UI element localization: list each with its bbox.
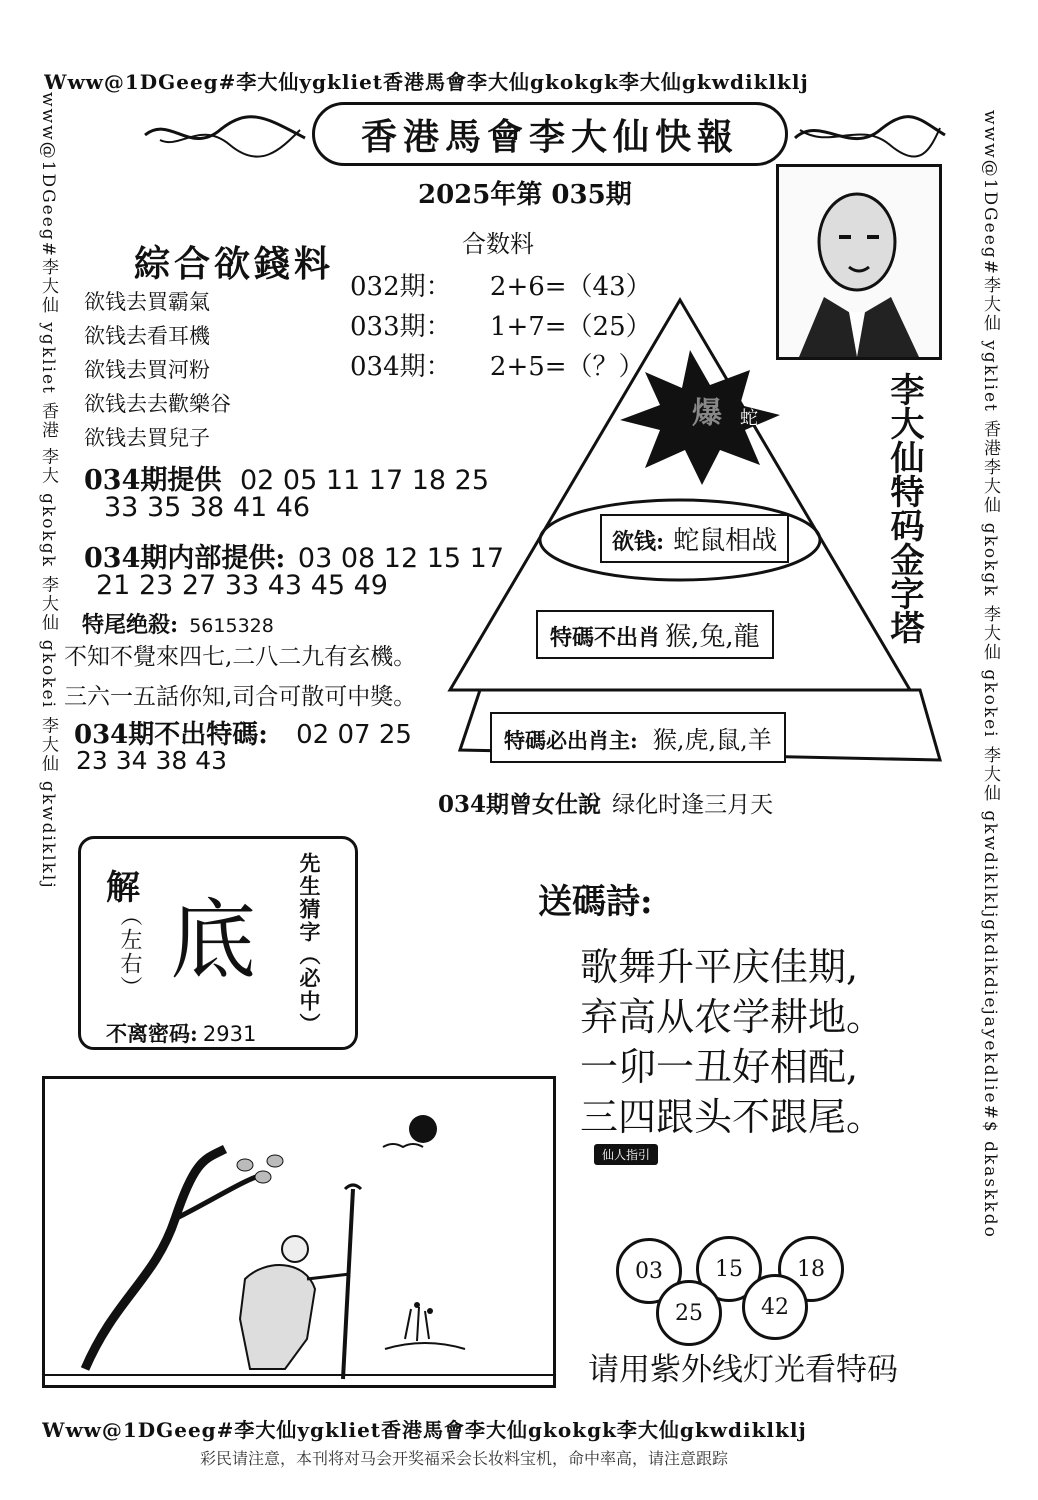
combo-period: 033期：	[350, 312, 452, 342]
riddle-poem-line: 不知不覺來四七,二八二九有玄機。	[64, 644, 417, 670]
illustration-frame	[42, 1076, 556, 1388]
money-item: 欲钱去去歡樂谷	[84, 392, 231, 416]
burst-small-char: 蛇	[740, 408, 758, 429]
illustration-scene	[45, 1079, 553, 1385]
send-poem-title: 送碼詩:	[538, 882, 653, 922]
money-item: 欲钱去買兒子	[84, 426, 210, 450]
combo-expression: 2+5=（？）	[489, 352, 645, 382]
combo-period: 034期：	[350, 352, 452, 382]
internal-label: 034期内部提供:	[84, 543, 286, 574]
number-circle: 25	[656, 1280, 722, 1346]
riddle-code-row	[106, 1018, 256, 1048]
money-item: 欲钱去買霸氣	[84, 290, 210, 314]
riddle-poem-line: 三六一五話你知,司合可散可中獎。	[64, 684, 417, 710]
combo-expression: 2+6=（43）	[489, 272, 652, 302]
small-tag: 仙人指引	[594, 1144, 658, 1165]
pyramid-must-out-row	[490, 712, 786, 763]
combo-label: 合数料	[462, 230, 534, 258]
internal-numbers-line2: 21 23 27 33 43 45 49	[96, 570, 388, 601]
uv-note: 请用紫外线灯光看特码	[588, 1352, 898, 1388]
send-poem-line: 一卯一丑好相配,	[580, 1045, 859, 1089]
pyramid-no-out-label: 特碼不出肖	[550, 625, 661, 651]
combo-period: 032期：	[350, 272, 452, 302]
issue-number: 2025年第 035期	[418, 180, 632, 210]
pyramid-money-label: 欲钱:	[612, 529, 665, 555]
right-side-watermark: www@1DGeeg#李大仙 ygkliet 香港李大仙 gkokgk 李大仙 gkokei 李大仙 gkwdiklkljgkdikdiejayekdlie#$ dkaskkdo	[980, 110, 1000, 1239]
woman-says-value: 绿化时逢三月天	[612, 792, 774, 818]
riddle-code-label: 不离密码:	[106, 1021, 198, 1046]
riddle-code-value: 2931	[202, 1022, 257, 1046]
riddle-label: 解	[106, 868, 140, 908]
provide-numbers: 02 05 11 17 18 25	[239, 465, 490, 496]
send-poem-line: 弃高从农学耕地。	[580, 995, 885, 1039]
bottom-banner: Www@1DGeeg#李大仙ygkliet香港馬會李大仙gkokgk李大仙gkwdiklklj	[42, 1418, 807, 1442]
title-ornament-right	[790, 110, 950, 160]
pyramid-no-out-value: 猴,兔,龍	[665, 622, 760, 652]
combo-expression: 1+7=（25）	[489, 312, 652, 342]
not-out-label: 034期不出特碼:	[74, 720, 268, 750]
title-box	[312, 102, 788, 166]
number-circle: 18	[778, 1236, 844, 1302]
riddle-side-caption: 先生猜字（必中）	[297, 852, 322, 1036]
tail-kill-label: 特尾绝殺:	[82, 612, 179, 638]
page-title: 香港馬會李大仙快報	[360, 115, 739, 158]
pyramid-no-out-row	[536, 610, 774, 659]
woman-says-label: 034期曾女仕說	[438, 791, 602, 818]
money-item: 欲钱去買河粉	[84, 358, 210, 382]
tail-kill-value: 5615328	[189, 615, 274, 637]
title-ornament-left	[140, 110, 310, 160]
pyramid-must-out-value: 猴,虎,鼠,羊	[652, 726, 772, 754]
provide-label: 034期提供	[84, 465, 222, 496]
send-poem-line: 歌舞升平庆佳期,	[580, 945, 859, 989]
number-circle: 03	[616, 1238, 682, 1304]
tail-kill-row	[82, 608, 274, 639]
top-banner: Www@1DGeeg#李大仙ygkliet香港馬會李大仙gkokgk李大仙gkwdiklklj	[44, 70, 809, 94]
number-circle: 42	[742, 1274, 808, 1340]
pyramid-money-value: 蛇鼠相战	[673, 526, 778, 556]
left-side-watermark: www@1DGeeg#李大仙 ygkliet 香港 李大 gkokgk 李大仙 gkokei 李大仙 gkwdiklklj	[38, 92, 58, 890]
riddle-hint: （左右）	[117, 904, 142, 1000]
woman-says-row	[438, 786, 773, 819]
footer-note: 彩民请注意，本刊将对马会开奖福采会长妆料宝机，命中率高，请注意跟踪	[200, 1449, 729, 1468]
not-out-numbers-line2: 23 34 38 43	[76, 746, 228, 775]
provide-numbers-line2: 33 35 38 41 46	[104, 492, 311, 523]
money-item: 欲钱去看耳機	[84, 324, 210, 348]
number-circle: 15	[696, 1236, 762, 1302]
not-out-numbers: 02 07 25	[296, 720, 412, 750]
riddle-character: 底	[170, 891, 256, 991]
internal-numbers: 03 08 12 15 17	[297, 543, 505, 574]
pyramid-side-title: 李大仙特码金字塔	[884, 372, 924, 644]
send-poem-line: 三四跟头不跟尾。	[580, 1095, 885, 1139]
pyramid-money-row	[600, 514, 789, 563]
money-section-title: 綜合欲錢料	[134, 243, 335, 285]
burst-big-char: 爆	[692, 396, 722, 431]
pyramid-must-out-label: 特碼必出肖主:	[504, 728, 638, 753]
